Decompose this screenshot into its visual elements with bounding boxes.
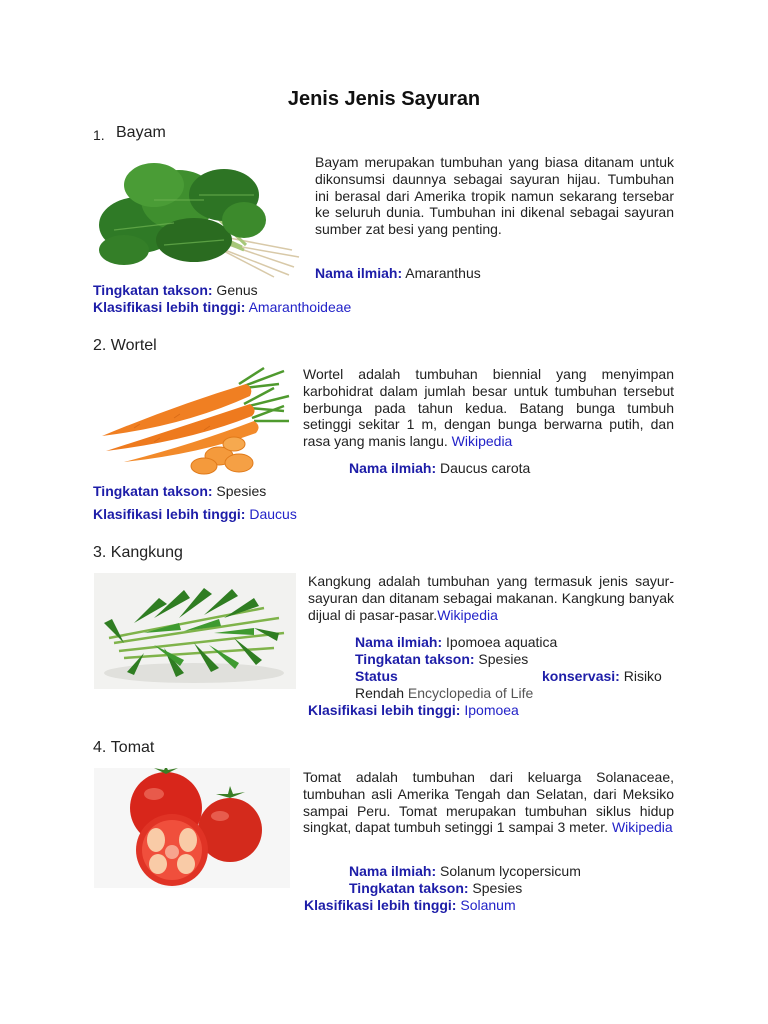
klasifikasi-link[interactable]: Amaranthoideae bbox=[245, 299, 352, 315]
status-konservasi-label-start bbox=[355, 668, 398, 685]
spinach-image bbox=[94, 155, 302, 280]
status-value: Risiko bbox=[619, 668, 662, 684]
nama-ilmiah-value: Solanum lycopersicum bbox=[436, 863, 581, 879]
description-tomat bbox=[303, 769, 674, 836]
takson-value: Spesies bbox=[474, 651, 529, 667]
nama-ilmiah-label: Nama ilmiah: bbox=[349, 460, 437, 476]
section-name: Kangkung bbox=[110, 544, 183, 561]
section-number: 1. bbox=[93, 127, 105, 143]
takson-kangkung bbox=[355, 651, 528, 668]
section-title-bayam: Bayam bbox=[116, 124, 166, 141]
takson-value: Spesies bbox=[468, 880, 523, 896]
klasifikasi-wortel bbox=[93, 506, 297, 523]
status-value-cont: Rendah bbox=[355, 685, 405, 701]
section-number: 3. bbox=[93, 544, 107, 561]
carrot-image bbox=[94, 366, 290, 478]
water-spinach-image bbox=[94, 573, 296, 689]
description-text: Kangkung adalah tumbuhan yang termasuk jenis sayur-sayuran dan ditanam sebagai makanan. Kangkung banyak dijual di pasar-pasar. bbox=[308, 573, 674, 623]
status-konservasi-cont bbox=[355, 685, 533, 702]
takson-label: Tingkatan takson: bbox=[355, 651, 475, 667]
wikipedia-link[interactable]: Wikipedia bbox=[608, 819, 673, 836]
klasifikasi-label: Klasifikasi lebih tinggi: bbox=[93, 299, 246, 315]
status-konservasi-row bbox=[542, 668, 662, 685]
konservasi-label: konservasi: bbox=[542, 668, 620, 684]
description-bayam: Bayam merupakan tumbuhan yang biasa ditanam untuk dikonsumsi daunnya sebagai sayuran hijau. Tumbuhan ini berasal dari Amerika tropik namun sekarang tersebar ke seluruh dunia. Tumbuhan ini dikenal sebagai sayuran sumber zat besi yang penting. bbox=[315, 154, 674, 238]
page-title: Jenis Jenis Sayuran bbox=[287, 88, 481, 110]
nama-ilmiah-wortel bbox=[349, 460, 530, 477]
nama-ilmiah-label: Nama ilmiah: bbox=[315, 265, 403, 281]
takson-label: Tingkatan takson: bbox=[93, 282, 213, 298]
encyclopedia-link[interactable]: Encyclopedia of Life bbox=[404, 685, 534, 701]
takson-label: Tingkatan takson: bbox=[349, 880, 469, 896]
klasifikasi-label: Klasifikasi lebih tinggi: bbox=[93, 506, 246, 522]
status-label: Status bbox=[355, 668, 398, 684]
wikipedia-link[interactable]: Wikipedia bbox=[437, 606, 498, 623]
description-wortel bbox=[303, 366, 674, 450]
nama-ilmiah-label: Nama ilmiah: bbox=[355, 634, 443, 650]
takson-tomat bbox=[349, 880, 522, 897]
description-text: Tomat adalah tumbuhan dari keluarga Solanaceae, tumbuhan asli Amerika Tengah dan Selatan, dari Meksiko sampai Peru. Tomat merupakan tumbuhan siklus hidup singkat, dapat tumbuh setinggi 1 sampai 3 meter. bbox=[303, 769, 674, 836]
description-text: Wortel adalah tumbuhan biennial yang menyimpan karbohidrat dalam jumlah besar untuk tumbuhan tersebut berbunga pada tahun kedua. Batang bunga tumbuh setinggi sekitar 1 m, dengan bunga berwarna putih, dan rasa yang manis langu. bbox=[303, 366, 674, 450]
klasifikasi-tomat bbox=[304, 897, 516, 914]
klasifikasi-link[interactable]: Ipomoea bbox=[460, 702, 519, 718]
nama-ilmiah-value: Daucus carota bbox=[436, 460, 531, 476]
takson-label: Tingkatan takson: bbox=[93, 483, 213, 499]
nama-ilmiah-label: Nama ilmiah: bbox=[349, 863, 437, 879]
takson-value: Genus bbox=[212, 282, 258, 298]
klasifikasi-link[interactable]: Solanum bbox=[456, 897, 516, 913]
section-title-kangkung bbox=[93, 544, 183, 562]
section-title-tomat bbox=[93, 739, 154, 757]
nama-ilmiah-tomat bbox=[349, 863, 581, 880]
klasifikasi-label: Klasifikasi lebih tinggi: bbox=[308, 702, 461, 718]
nama-ilmiah-bayam bbox=[315, 265, 481, 282]
klasifikasi-kangkung bbox=[308, 702, 519, 719]
nama-ilmiah-value: Ipomoea aquatica bbox=[442, 634, 558, 650]
klasifikasi-bayam bbox=[93, 299, 351, 316]
nama-ilmiah-value: Amaranthus bbox=[402, 265, 481, 281]
takson-wortel bbox=[93, 483, 266, 500]
section-name: Wortel bbox=[110, 337, 157, 354]
section-number: 2. bbox=[93, 337, 107, 354]
description-kangkung bbox=[308, 573, 674, 623]
klasifikasi-link[interactable]: Daucus bbox=[245, 506, 297, 522]
klasifikasi-label: Klasifikasi lebih tinggi: bbox=[304, 897, 457, 913]
takson-bayam bbox=[93, 282, 258, 299]
wikipedia-link[interactable]: Wikipedia bbox=[447, 433, 513, 450]
section-number: 4. bbox=[93, 739, 107, 756]
takson-value: Spesies bbox=[212, 483, 267, 499]
nama-ilmiah-kangkung bbox=[355, 634, 557, 651]
section-title-wortel bbox=[93, 337, 157, 355]
tomato-image bbox=[94, 768, 290, 888]
section-name: Tomat bbox=[110, 739, 155, 756]
